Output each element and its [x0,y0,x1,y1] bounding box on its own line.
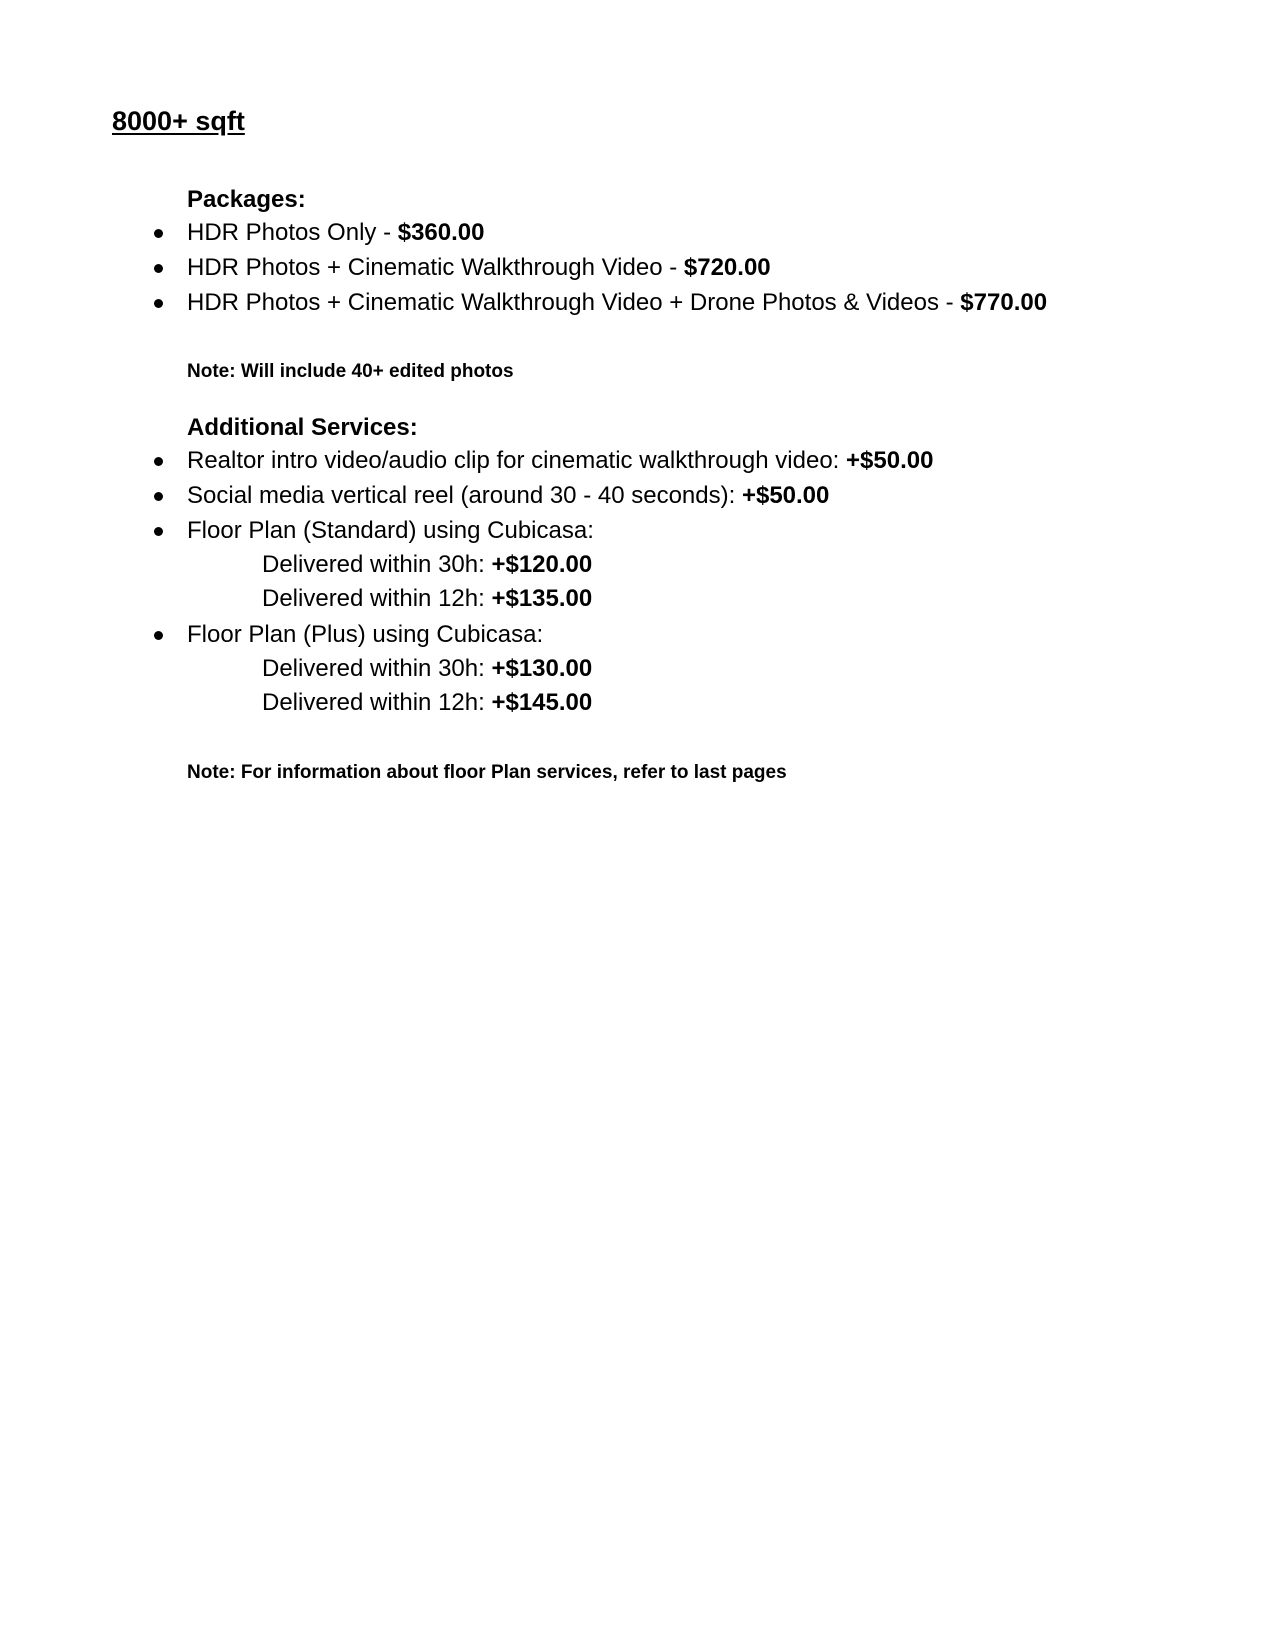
service-item-label: Social media vertical reel (around 30 - 40 seconds): [187,482,742,509]
service-item-label: Realtor intro video/audio clip for cinematic walkthrough video: [187,447,847,474]
service-option-price: +$135.00 [491,585,593,612]
package-item [187,218,485,248]
service-option [262,584,592,614]
packages-note: Note: Will include 40+ edited photos [187,361,514,382]
service-option-label: Delivered within 12h: [262,689,492,716]
package-item-price: $720.00 [683,254,771,281]
package-item-price: $770.00 [960,289,1048,316]
packages-heading: Packages: [187,186,306,213]
bullet-icon [154,527,163,536]
package-item [187,253,771,283]
floor-plan-note: Note: For information about floor Plan services, refer to last pages [187,762,787,783]
bullet-icon [154,492,163,501]
page-title: 8000+ sqft [112,106,245,136]
service-item [187,481,829,511]
package-item-price: $360.00 [397,219,485,246]
additional-services-heading: Additional Services: [187,414,418,441]
service-option-label: Delivered within 30h: [262,551,492,578]
bullet-icon [154,264,163,273]
service-option-price: +$120.00 [491,551,593,578]
service-item [187,516,594,546]
bullet-icon [154,299,163,308]
service-item-price: +$50.00 [846,447,934,474]
service-option-price: +$130.00 [491,655,593,682]
service-option [262,688,592,718]
service-option [262,654,592,684]
bullet-icon [154,457,163,466]
service-item-label: Floor Plan (Plus) using Cubicasa: [187,621,544,648]
package-item-label: HDR Photos Only - [187,219,398,246]
bullet-icon [154,229,163,238]
service-item-price: +$50.00 [741,482,830,509]
bullet-icon [154,631,163,640]
service-option [262,550,592,580]
package-item-label: HDR Photos + Cinematic Walkthrough Video - [187,254,684,281]
service-option-price: +$145.00 [491,689,593,716]
service-option-label: Delivered within 30h: [262,655,492,682]
package-item [187,288,1047,318]
service-item-label: Floor Plan (Standard) using Cubicasa: [187,517,594,544]
package-item-label: HDR Photos + Cinematic Walkthrough Video + Drone Photos & Videos - [187,289,961,316]
service-option-label: Delivered within 12h: [262,585,492,612]
service-item [187,620,543,650]
service-item [187,446,933,476]
